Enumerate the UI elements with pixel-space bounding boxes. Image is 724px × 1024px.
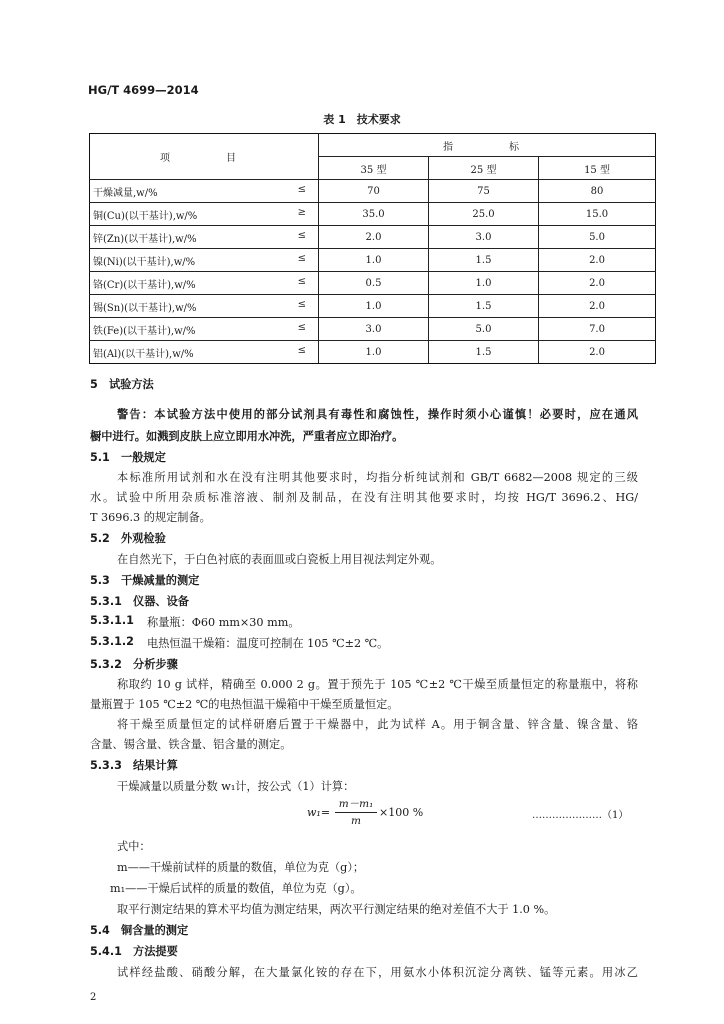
row-value: 1.0 <box>429 272 539 295</box>
row-item: 铁(Fe)(以干基计),w/% <box>93 325 196 337</box>
paragraph-line: 干燥减量以质量分数 w₁计，按公式（1）计算： <box>117 780 355 793</box>
row-value: 0.5 <box>319 272 429 295</box>
table-head-type: 35 型 <box>319 157 429 180</box>
variable-definition: m——干燥前试样的质量的数值，单位为克（g）； <box>117 861 365 874</box>
where-label: 式中： <box>117 840 151 853</box>
paragraph-line: 试样经盐酸、硝酸分解，在大量氯化铵的存在下，用氨水小体积沉淀分离铁、锰等元素。用冰乙 <box>117 966 638 979</box>
relation-sign: ≤ <box>297 184 306 195</box>
standard-header: HG/T 4699—2014 <box>88 83 199 97</box>
relation-sign: ≤ <box>297 276 306 287</box>
row-item: 干燥减量,w/% <box>93 187 158 199</box>
table-head-type: 15 型 <box>539 157 656 180</box>
table-row <box>90 272 656 295</box>
relation-sign: ≤ <box>297 322 306 333</box>
warning-line: 警告：本试验方法中使用的部分试剂具有毒性和腐蚀性，操作时须小心谨慎！必要时，应在通风 <box>117 408 638 421</box>
row-value: 70 <box>319 180 429 203</box>
table-row <box>90 203 656 226</box>
fraction-bar <box>335 812 377 813</box>
row-item: 镍(Ni)(以干基计),w/% <box>93 256 196 268</box>
row-value: 1.5 <box>429 341 539 364</box>
table-row <box>90 226 656 249</box>
warning-line: 橱中进行。如溅到皮肤上应立即用水冲洗，严重者应立即治疗。 <box>90 430 404 443</box>
paragraph-line: 本标准所用试剂和水在没有注明其他要求时，均指分析纯试剂和 GB/T 6682—2008 规定的三级 <box>117 471 638 484</box>
row-value: 5.0 <box>539 226 656 249</box>
relation-sign: ≤ <box>297 299 306 310</box>
row-value: 80 <box>539 180 656 203</box>
paragraph-line: 称取约 10 g 试样，精确至 0.000 2 g。置于预先于 105 ℃±2 ℃干燥至质量恒定的称量瓶中，将称 <box>117 678 638 691</box>
clause-number: 5.3.1.2 <box>90 635 134 648</box>
row-value: 1.0 <box>319 249 429 272</box>
clause-number: 5.3.1.1 <box>90 614 134 627</box>
row-item: 铝(Al)(以干基计),w/% <box>93 348 194 360</box>
row-value: 2.0 <box>539 272 656 295</box>
row-value: 75 <box>429 180 539 203</box>
technical-requirements-table <box>89 133 656 364</box>
paragraph-line: 水。试验中所用杂质标准溶液、制剂及制品，在没有注明其他要求时，均按 HG/T 3696.2、HG/ <box>90 491 638 504</box>
formula-number: …………………（1） <box>532 810 629 821</box>
clause-text: 称量瓶：Φ60 mm×30 mm。 <box>147 616 300 629</box>
row-value: 2.0 <box>539 249 656 272</box>
table-head-type: 25 型 <box>429 157 539 180</box>
section-5-2-heading: 5.2 外观检验 <box>90 532 166 545</box>
paragraph-line: 取平行测定结果的算术平均值为测定结果，两次平行测定结果的绝对差值不大于 1.0 %。 <box>117 903 556 916</box>
formula-numerator: m－m₁ <box>338 798 374 810</box>
section-5-3-1-heading: 5.3.1 仪器、设备 <box>90 595 189 608</box>
table-head-index: 指 标 <box>319 134 656 157</box>
row-value: 1.5 <box>429 249 539 272</box>
row-value: 3.0 <box>319 318 429 341</box>
table-head-item: 项 目 <box>90 134 319 180</box>
relation-sign: ≤ <box>297 253 306 264</box>
section-5-3-heading: 5.3 干燥减量的测定 <box>90 574 200 587</box>
row-value: 2.0 <box>539 341 656 364</box>
row-value: 3.0 <box>429 226 539 249</box>
section-5-3-3-heading: 5.3.3 结果计算 <box>90 759 178 772</box>
formula-denominator: m <box>351 815 361 827</box>
page-number: 2 <box>90 992 97 1003</box>
table-caption: 表 1 技术要求 <box>323 113 401 126</box>
row-value: 1.0 <box>319 295 429 318</box>
table-row <box>90 318 656 341</box>
section-5-1-heading: 5.1 一般规定 <box>90 451 166 464</box>
table-row <box>90 295 656 318</box>
row-value: 15.0 <box>539 203 656 226</box>
section-5-3-2-heading: 5.3.2 分析步骤 <box>90 658 178 671</box>
table-row <box>90 341 656 364</box>
paragraph-line: 将干燥至质量恒定的试样研磨后置于干燥器中，此为试样 A。用于铜含量、锌含量、镍含量、铬 <box>117 718 638 731</box>
table-row <box>90 249 656 272</box>
row-value: 25.0 <box>429 203 539 226</box>
row-value: 1.0 <box>319 341 429 364</box>
formula-rhs: ×100 % <box>379 806 424 819</box>
relation-sign: ≤ <box>297 345 306 356</box>
row-value: 2.0 <box>539 295 656 318</box>
variable-definition: m₁——干燥后试样的质量的数值，单位为克（g）。 <box>110 882 362 895</box>
paragraph-line: 在自然光下，于白色衬底的表面皿或白瓷板上用目视法判定外观。 <box>117 553 442 566</box>
row-item: 铬(Cr)(以干基计),w/% <box>93 279 196 291</box>
paragraph-line: 含量、锡含量、铁含量、铝含量的测定。 <box>90 738 292 751</box>
row-value: 2.0 <box>319 226 429 249</box>
formula-lhs: w₁= <box>307 806 331 819</box>
relation-sign: ≤ <box>297 230 306 241</box>
row-item: 锡(Sn)(以干基计),w/% <box>93 302 197 314</box>
section-5-4-1-heading: 5.4.1 方法提要 <box>90 945 178 958</box>
section-5-4-heading: 5.4 铜含量的测定 <box>90 924 189 937</box>
row-value: 1.5 <box>429 295 539 318</box>
table-row <box>90 180 656 203</box>
row-value: 5.0 <box>429 318 539 341</box>
row-value: 35.0 <box>319 203 429 226</box>
paragraph-line: 量瓶置于 105 ℃±2 ℃的电热恒温干燥箱中干燥至质量恒定。 <box>90 698 399 711</box>
clause-text: 电热恒温干燥箱：温度可控制在 105 ℃±2 ℃。 <box>147 637 389 650</box>
row-value: 7.0 <box>539 318 656 341</box>
row-item: 锌(Zn)(以干基计),w/% <box>93 233 197 245</box>
section-5-heading: 5 试验方法 <box>90 378 154 391</box>
relation-sign: ≥ <box>297 207 306 218</box>
row-item: 铜(Cu)(以干基计),w/% <box>93 210 198 222</box>
paragraph-line: T 3696.3 的规定制备。 <box>90 511 211 524</box>
